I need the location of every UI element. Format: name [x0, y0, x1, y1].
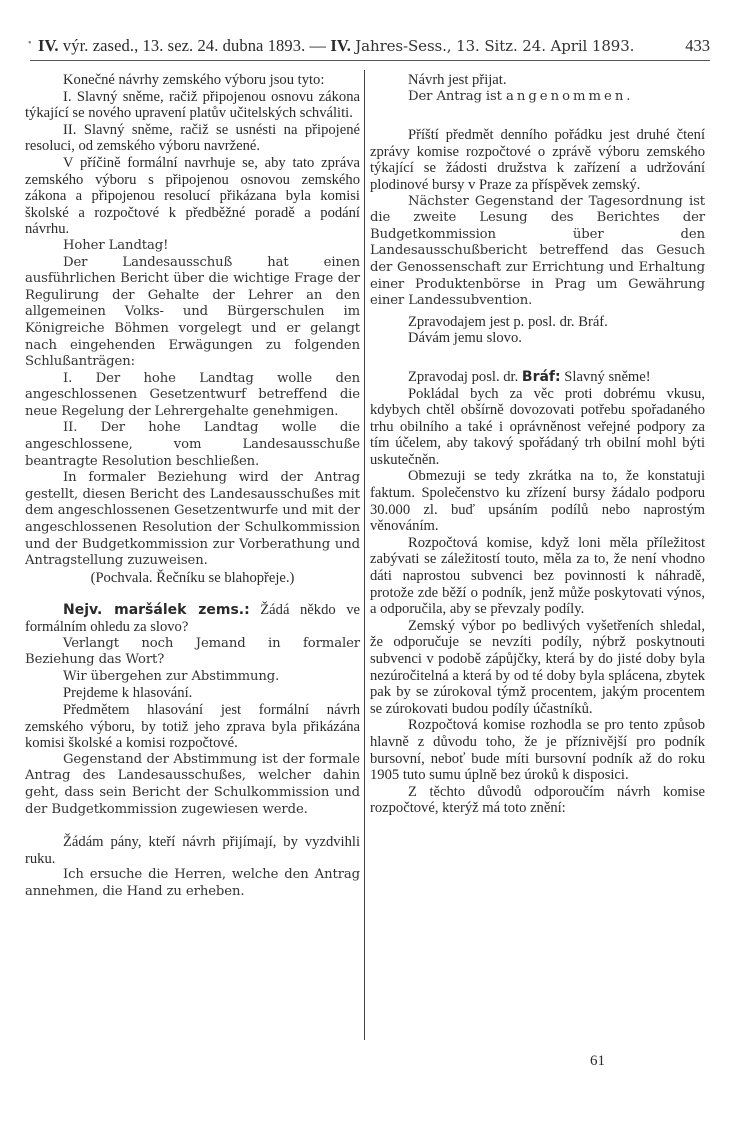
paragraph: Zemský výbor po bedlivých vyšetřeních shledal, že odporučuje se nevzíti podíly, nýbrž poskytnouti subvenci v podobě zápůjčky, která by do jisté doby byla nezúročitelná a která by od té doby byla splácena, zbytek pak by se zúrokoval týmž procentem, jakým procentem se zúrokovati budou podíly účastníků.: [370, 617, 705, 717]
spacer: [370, 105, 705, 127]
speech-text: Slavný sněme!: [564, 368, 651, 385]
column-divider: [364, 70, 365, 1040]
paragraph: Rozpočtová komise rozhodla se pro tento způsob hlavně z důvodu toho, že je příznivější pro podník bursovní, neboť bude míti bursovní podník až do roku 1905 tuto sumu úplně bez úroků k disposici.: [370, 717, 705, 784]
signature-number: 61: [590, 1053, 605, 1069]
margin-mark: •: [28, 38, 32, 49]
emphasized-text: angenommen.: [505, 88, 634, 104]
paragraph: V příčině formální navrhuje se, aby tato zpráva zemského výboru s připojenou osnovou zemského zákona a připojenou resolucí přikázana byla komisi školské a rozpočtové k předběžné poradě a podání návrhu.: [25, 154, 360, 238]
paragraph: Zpravodajem jest p. posl. dr. Bráf.: [408, 313, 608, 330]
german-paragraph: Wir übergehen zur Abstimmung.: [63, 668, 280, 684]
left-column: [25, 72, 360, 901]
paragraph: Žádám pány, kteří návrh přijímají, by vyzdvihli ruku.: [25, 834, 360, 867]
speaker-paragraph: [25, 602, 360, 635]
speaker-title: Zpravodaj posl. dr.: [408, 368, 519, 385]
paragraph: Pokládal bych za věc proti dobrému vkusu, kdybych chtěl obšírně dovozovati potřebu spořadaného trhu obilního a také i oprávněnost veřejné podpory za tím účelem, aby takový spořádaný trh obilní mohl býti uskutečněn.: [370, 385, 705, 468]
german-paragraph: Gegenstand der Abstimmung ist der formale Antrag des Landesausschußes, welcher dahin geht, dass sein Bericht der Schulkommission und der Budgetkommission zugewiesen werde.: [25, 751, 360, 817]
header-czech-roman: IV.: [38, 36, 59, 55]
paragraph: Dávám jemu slovo.: [408, 330, 522, 347]
german-paragraph: Ich ersuche die Herren, welche den Antrag annehmen, die Hand zu erheben.: [25, 867, 360, 899]
speech-text: Žádá někdo ve formálním ohledu za slovo?: [25, 602, 360, 635]
right-column: [370, 72, 705, 817]
paragraph: Z těchto důvodů odporoučím návrh komise rozpočtové, kterýž má toto znění:: [370, 783, 705, 817]
speaker-name: Bráf:: [521, 368, 561, 385]
header-czech-text: výr. zased., 13. sez. 24. dubna 1893. —: [62, 36, 327, 55]
paragraph: Konečné návrhy zemského výboru jsou tyto:: [63, 72, 325, 88]
speaker-paragraph: [370, 369, 705, 386]
applause-note: (Pochvala. Řečníku se blahopřeje.): [90, 569, 295, 586]
running-header: [30, 34, 710, 61]
german-text: Der Antrag ist: [408, 88, 502, 104]
paragraph: Rozpočtová komise, když loni měla příležitost zabývati se záležitostí touto, měla za to, že není vhodno dáti naprostou subvenci bez povinnosti k náhradě, protože zde běží o podník, jenž může poskytovati výnos, a odporučila, aby se převzaly podíly.: [370, 534, 705, 618]
page-number: 433: [685, 36, 710, 55]
german-paragraph: I. Der hohe Landtag wolle den angeschlossenen Gesetzentwurf betreffend die neue Regelung der Lehrergehalte genehmigen.: [25, 370, 360, 419]
paragraph: Příští předmět denního pořádku jest druhé čtení zprávy komise rozpočtové o zprávě výboru zemského týkající se žádosti družstva k zařízení a udržování plodinové bursy v Praze za příspěvek zemský.: [370, 127, 705, 193]
paragraph: Návrh jest přijat.: [408, 72, 507, 88]
header-session-info: [38, 36, 634, 56]
german-paragraph: Hoher Landtag!: [63, 237, 169, 253]
paragraph: Prejdeme k hlasování.: [63, 685, 193, 702]
german-paragraph: II. Der hohe Landtag wolle die angeschlossene, vom Landesausschuße beantragte Resolution beschließen.: [25, 420, 360, 469]
paragraph: Předmětem hlasování jest formální návrh zemského výboru, by totiž jeho zprava byla přikázána komisi školské a komisi rozpočtové.: [25, 701, 360, 752]
spacer: [25, 818, 360, 834]
paragraph: II. Slavný sněme, račiž se usnésti na připojené resoluci, od zemského výboru navržené.: [25, 121, 360, 155]
spacer: [25, 586, 360, 602]
german-paragraph: [370, 89, 705, 106]
header-german-text: Jahres-Sess., 13. Sitz. 24. April 1893.: [355, 37, 635, 55]
paragraph: I. Slavný sněme, račiž připojenou osnovu zákona týkající se nového upravení platův učitelských schváliti.: [25, 88, 360, 122]
german-paragraph: Verlangt noch Jemand in formaler Beziehung das Wort?: [25, 635, 360, 668]
spacer: [370, 347, 705, 369]
paragraph: Obmezuji se tedy zkrátka na to, že konstatuji faktum. Společenstvo ku zřízení bursy žádalo podporu 30.000 zl. buď upsáním podílů nebo naprostým věnováním.: [370, 468, 705, 535]
german-paragraph: Nächster Gegenstand der Tagesordnung ist die zweite Lesung des Berichtes der Budgetkommission über den Landesausschußbericht betreffend das Gesuch der Genossenschaft zur Errichtung und Erhaltung einer Produktenbörse in Prag um Gewährung einer Landessubvention.: [370, 193, 705, 309]
speaker-name: Nejv. maršálek zems.:: [63, 602, 250, 619]
german-paragraph: Der Landesausschuß hat einen ausführlichen Bericht über die wichtige Frage der Regulirung der Gehalte der Lehrer an den allgemeinen Volks- und Bürgerschulen im Königreiche Böhmen vorgelegt und er gelangt nach eingehenden Erwägungen zu folgenden Schlußanträgen:: [25, 254, 360, 370]
header-german-roman: IV.: [330, 36, 352, 55]
german-paragraph: In formaler Beziehung wird der Antrag gestellt, diesen Bericht des Landesausschußes mit dem angeschlossenen Gesetzentwurfe und mit der angeschlossenen Resolution der Schulkommission und der Budgetkommission zur Vorberathung und Antragstellung zuzuweisen.: [25, 470, 360, 569]
